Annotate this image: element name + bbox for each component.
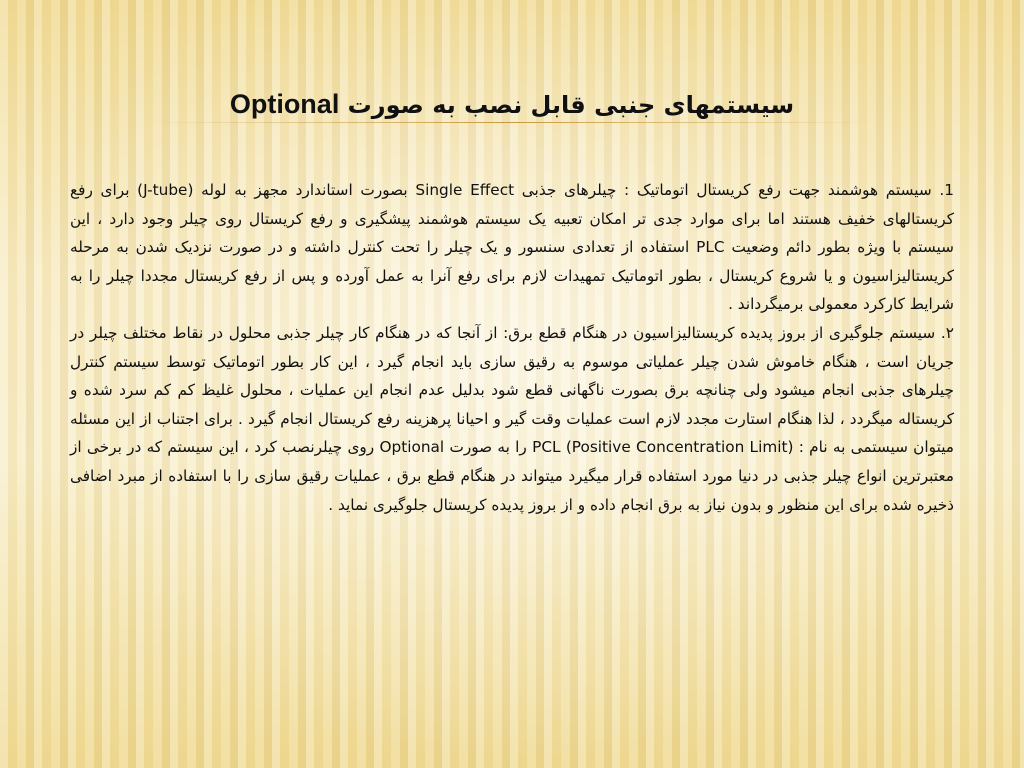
- slide-title: [140, 88, 884, 121]
- title-underline: [150, 122, 870, 123]
- title-latin-text: Optional: [229, 89, 340, 119]
- paragraph-power-failure-protection: ۲. سیستم جلوگیری از بروز پدیده کریستالیزاسیون در هنگام قطع برق: از آنجا که در هنگام کار چیلر جذبی محلول در نقاط مختلف چیلر در جریان است ، هنگام خاموش شدن چیلر عملیاتی موسوم به رقیق سازی باید انجام گیرد ، این کار بطور اتوماتیک توسط سیستم کنترل چیلرهای جذبی انجام میشود ولی چنانچه برق بصورت ناگهانی قطع شود بدلیل عدم انجام این عملیات ، محلول غلیظ کم کم سرد شده و کریستاله میگردد ، لذا هنگام استارت مجدد لازم است عملیات وقت گیر و احیانا پرهزینه رفع کریستال انجام گیرد . برای اجتناب از این مسئله میتوان سیستمی به نام : PCL (Positive Concentration Limit) را به صورت Optional روی چیلرنصب کرد ، این سیستم که در برخی از معتبرترین انواع چیلر جذبی در دنیا مورد استفاده قرار میگیرد میتواند در هنگام قطع برق ، عملیات رقیق سازی را با استفاده از مبرد اضافی ذخیره شده برای این منظور و بدون نیاز به برق انجام داده و از بروز پدیده کریستال جلوگیری نماید .: [70, 323, 954, 514]
- title-persian-text: سیستمهای جنبی قابل نصب به صورت: [339, 91, 795, 119]
- paragraph-crystal-removal-system: 1. سیستم هوشمند جهت رفع کریستال اتوماتیک : چیلرهای جذبی Single Effect بصورت استاندارد مجهز به لوله (J-tube) برای رفع کریستالهای خفیف هستند اما برای موارد جدی تر امکان تعبیه یک سیستم هوشمند پیشگیری و رفع کریستال روی چیلر وجود دارد ، این سیستم با ویژه بطور دائم وضعیت PLC استفاده از تعدادی سنسور و یک چیلر را تحت کنترل داشته و در صورت نزدیک شدن به مرحله کریستالیزاسیون و یا شروع کریستال ، بطور اتوماتیک تمهیدات لازم برای رفع آنرا به عمل آورده و پس از رفع کریستال مجددا چیلر را به شرایط کارکرد معمولی برمیگرداند .: [70, 181, 954, 314]
- slide-body: [70, 176, 954, 519]
